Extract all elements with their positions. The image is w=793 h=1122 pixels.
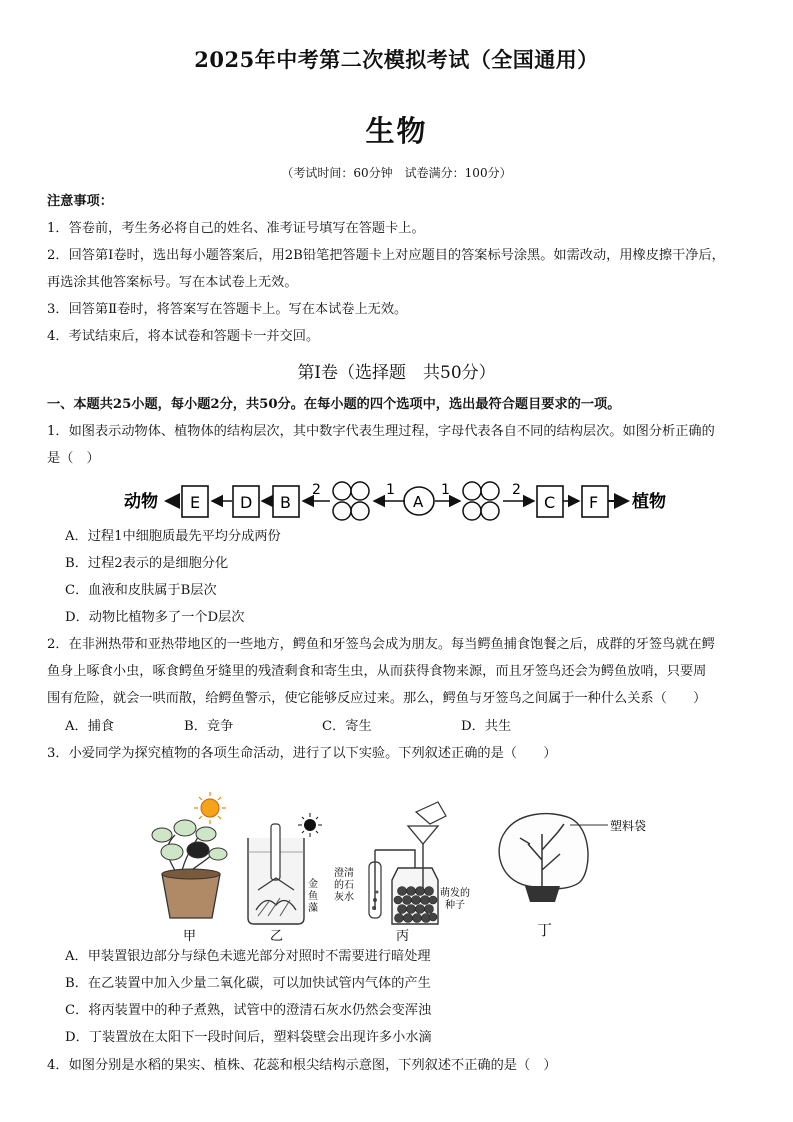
box-c-label: C <box>544 493 556 512</box>
q2-option-c: C．寄生 <box>322 719 372 734</box>
q1-stem: 是（ ） <box>47 451 100 466</box>
exam-meta: （考试时间：60分钟 试卷满分：100分） <box>281 166 512 180</box>
section-title: 第Ⅰ卷（选择题 共50分） <box>297 363 496 383</box>
sun-icon-dark <box>304 819 316 831</box>
q2-stem: 围有危险，就会一哄而散，给鳄鱼警示，使它能够反应过来。那么，鳄鱼与牙签鸟之间属于一种什么关系（ ） <box>47 691 707 706</box>
q1-option-a: A．过程1中细胞质最先平均分成两份 <box>65 529 281 544</box>
process-2-right: 2 <box>512 482 521 498</box>
cell-a-label: A <box>413 493 424 511</box>
setup-ding <box>499 814 646 902</box>
label-algae-1: 金 <box>308 879 318 890</box>
notice-item: 再选涂其他答案标号。写在本试卷上无效。 <box>47 275 298 290</box>
q2-stem: 2．在非洲热带和亚热带地区的一些地方，鳄鱼和牙签鸟会成为朋友。每当鳄鱼捕食饱餐之后，成群的牙签鸟就在鳄 <box>47 637 715 652</box>
section-instruction: 一、本题共25小题，每小题2分，共50分。在每小题的四个选项中，选出最符合题目要求的一项。 <box>47 397 621 412</box>
test-tube-inverted <box>271 824 280 880</box>
q3-option-d: D．丁装置放在太阳下一段时间后，塑料袋壁会出现许多小水滴 <box>65 1030 432 1045</box>
diagram-plant-label: 植物 <box>632 492 666 512</box>
process-2-left: 2 <box>312 482 321 498</box>
box-d-label: D <box>240 493 253 512</box>
flower-pot <box>162 874 220 918</box>
box-f-label: F <box>589 493 599 512</box>
q3-option-b: B．在乙装置中加入少量二氧化碳，可以加快试管内气体的产生 <box>65 976 431 991</box>
label-lime-3: 灰水 <box>334 892 354 903</box>
notice-item: 4．考试结束后，将本试卷和答题卡一并交回。 <box>47 329 320 344</box>
q2-option-d: D．共生 <box>461 719 512 734</box>
pouring-beaker <box>416 802 446 824</box>
caption-yi: 乙 <box>270 929 284 944</box>
caption-ding: 丁 <box>537 921 553 939</box>
process-1-left: 1 <box>386 482 395 498</box>
q1-option-c: C．血液和皮肤属于B层次 <box>65 583 217 598</box>
notice-item: 2．回答第Ⅰ卷时，选出每小题答案后，用2B铅笔把答题卡上对应题目的答案标号涂黑。如需改动，用橡皮擦干净后， <box>47 248 725 263</box>
q1-option-b: B．过程2表示的是细胞分化 <box>65 556 229 571</box>
notice-item: 3．回答第Ⅱ卷时，将答案写在答题卡上。写在本试卷上无效。 <box>47 302 408 317</box>
notice-heading: 注意事项： <box>47 194 113 209</box>
notice-item: 1．答卷前，考生务必将自己的姓名、准考证号填写在答题卡上。 <box>47 221 425 236</box>
label-algae-3: 藻 <box>308 903 318 914</box>
diagram-animal-label: 动物 <box>124 492 158 512</box>
label-bag: 塑料袋 <box>610 819 647 833</box>
small-pot <box>525 886 560 902</box>
sun-icon <box>201 799 219 817</box>
q2-stem: 鱼身上啄食小虫，啄食鳄鱼牙缝里的残渣剩食和寄生虫，从而获得食物来源，而且牙签鸟还会为鳄鱼放哨，只要周 <box>47 664 707 679</box>
box-e-label: E <box>190 493 201 512</box>
structure-level-diagram <box>120 478 680 524</box>
q3-experiment-figure <box>140 790 680 945</box>
cell-cluster-right <box>463 482 499 520</box>
label-seeds-2: 种子 <box>445 900 465 911</box>
cell-cluster-left <box>333 482 369 520</box>
box-b-label: B <box>280 493 291 512</box>
setup-jia <box>152 792 227 918</box>
q2-option-b: B．竞争 <box>184 719 234 734</box>
setup-bing <box>334 802 470 924</box>
label-lime-1: 澄清 <box>334 868 354 879</box>
q3-option-a: A．甲装置银边部分与绿色未遮光部分对照时不需要进行暗处理 <box>65 949 431 964</box>
q1-stem: 1．如图表示动物体、植物体的结构层次，其中数字代表生理过程，字母代表各自不同的结构层次。如图分析正确的 <box>47 424 715 439</box>
funnel <box>408 826 438 844</box>
q3-option-c: C．将丙装置中的种子煮熟，试管中的澄清石灰水仍然会变浑浊 <box>65 1003 432 1018</box>
exam-title: 2025年中考第二次模拟考试（全国通用） <box>194 47 599 72</box>
label-algae-2: 鱼 <box>308 891 318 902</box>
q4-stem: 4．如图分别是水稻的果实、植株、花蕊和根尖结构示意图，下列叙述不正确的是（ ） <box>47 1058 557 1073</box>
caption-bing: 丙 <box>396 929 410 944</box>
label-lime-2: 的石 <box>334 880 354 891</box>
q3-stem: 3．小爱同学为探究植物的各项生命活动，进行了以下实验。下列叙述正确的是（ ） <box>47 746 557 761</box>
q1-option-d: D．动物比植物多了一个D层次 <box>65 610 245 625</box>
label-seeds-1: 萌发的 <box>440 888 470 899</box>
caption-jia: 甲 <box>183 929 197 944</box>
process-1-right: 1 <box>441 482 450 498</box>
subject-title: 生物 <box>365 114 428 148</box>
q2-option-a: A．捕食 <box>65 719 115 734</box>
